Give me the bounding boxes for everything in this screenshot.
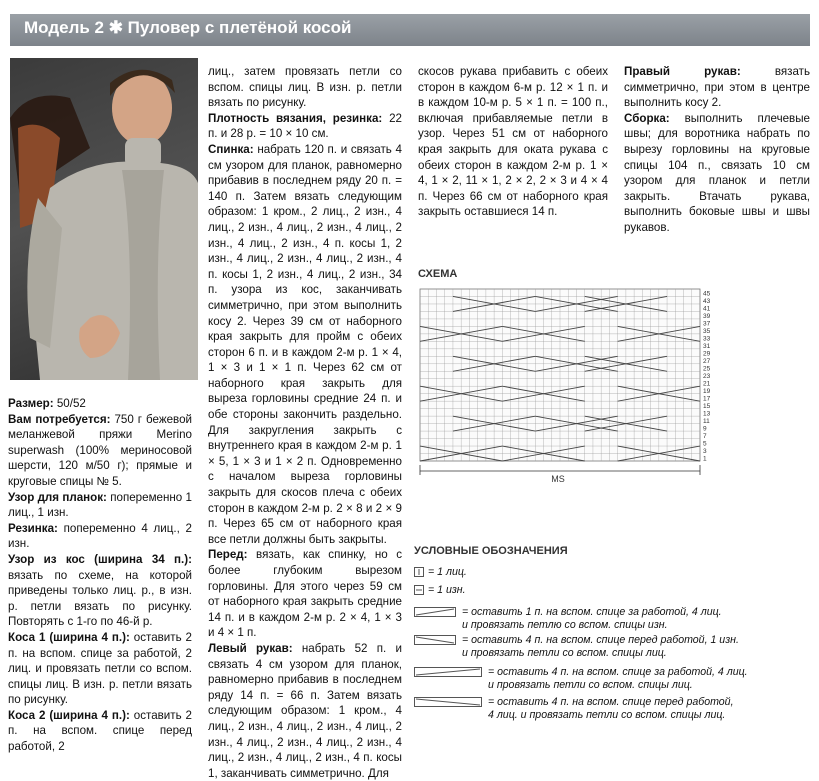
legend-purl-text: = 1 изн. bbox=[428, 584, 466, 596]
chart-row-number: 1 bbox=[703, 455, 707, 463]
size-value: 50/52 bbox=[53, 397, 86, 410]
cable1-value: оставить 2 п. на вспом. спице за работой, 2 лиц. и провязать петли со вспом. спицы лиц. В изн. р. петли вязать по рисунку. bbox=[8, 630, 192, 707]
model-photo bbox=[10, 58, 198, 380]
assembly-value: выполнить плечевые швы; для воротника набрать по вырезу горловины на круговые спицы 104 п., связать 10 см узором для планок и петли закрыть. Втачать рукава, выполнить боковые швы и швы рукавов. bbox=[624, 111, 810, 234]
legend-cable-4-back-knit-line1: = оставить 4 п. на вспом. спице за работой, 4 лиц. bbox=[488, 666, 748, 678]
front-value: вязать, как спинку, но с более глубоким вырезом горловины. Для этого через 59 см от наборного края закрыть средние 14 п. и в каждом 2-м р. 2 × 4, 1 × 3 и 4 × 1 п. bbox=[208, 548, 402, 640]
right-sleeve-value: вязать симметрично, при этом в центре выполнить косу 2. bbox=[624, 65, 810, 110]
legend-cable-1-back-line1: = оставить 1 п. на вспом. спице за работой, 4 лиц. bbox=[462, 606, 722, 618]
assembly-label: Сборка: bbox=[624, 111, 670, 125]
ms-label: MS bbox=[551, 474, 565, 484]
legend-cable-4-front-purl-line2: и провязать петли со вспом. спицы лиц. bbox=[462, 647, 667, 659]
cable-1-back-icon bbox=[414, 607, 456, 617]
header-title: Модель 2 ✱ Пуловер с плетёной косой bbox=[24, 18, 352, 37]
cable-4-front-knit-icon bbox=[414, 697, 482, 707]
cables-value: вязать по схеме, на которой приведены только лиц. р., в изн. р. петли вязать по рисунку. Повторять с 1-го по 46-й р. bbox=[8, 568, 192, 629]
column-3 bbox=[418, 64, 608, 220]
col2-continuation: лиц., затем провязать петли со вспом. спицы лиц. В изн. р. петли вязать по рисунку. bbox=[208, 65, 402, 110]
chart-row-number: 37 bbox=[703, 320, 711, 328]
chart-row-number: 41 bbox=[703, 305, 711, 313]
left-sleeve-label: Левый рукав: bbox=[208, 641, 293, 655]
cable-4-front-purl-icon bbox=[414, 635, 456, 645]
chart-row-number: 7 bbox=[703, 432, 707, 440]
chart-grid bbox=[420, 289, 700, 461]
cable1-label: Коса 1 (ширина 4 п.): bbox=[8, 630, 130, 644]
chart-row-number: 29 bbox=[703, 350, 711, 358]
chart-row-number: 3 bbox=[703, 447, 707, 455]
chart-row-number: 15 bbox=[703, 402, 711, 410]
chart-row-number: 39 bbox=[703, 313, 711, 321]
cable-4-back-knit-icon bbox=[414, 667, 482, 677]
plank-pattern-value: попеременно 1 лиц., 1 изн. bbox=[8, 490, 192, 520]
plank-pattern-label: Узор для планок: bbox=[8, 490, 107, 504]
chart-row-number: 19 bbox=[703, 387, 711, 395]
legend-cable-4-back-knit-line2: и провязать петли со вспом. спицы лиц. bbox=[488, 679, 693, 691]
density-value: 22 п. и 28 р. = 10 × 10 см. bbox=[208, 111, 402, 141]
cables-label: Узор из кос (ширина 34 п.): bbox=[8, 552, 192, 566]
size-label: Размер: bbox=[8, 397, 54, 410]
column-1 bbox=[8, 396, 192, 755]
chart-row-number: 43 bbox=[703, 298, 711, 306]
front-label: Перед: bbox=[208, 548, 248, 562]
cable2-value: оставить 2 п. на вспом. спице перед работой, 2 bbox=[8, 708, 192, 754]
chart-row-number: 27 bbox=[703, 358, 711, 366]
chart-row-number: 13 bbox=[703, 410, 711, 418]
legend-cable-1-back-line2: и провязать петлю со вспом. спицы изн. bbox=[462, 619, 668, 631]
cable2-label: Коса 2 (ширина 4 п.): bbox=[8, 708, 130, 722]
chart-row-number: 11 bbox=[703, 417, 710, 425]
sleeve-shaping-text: скосов рукава прибавить с обеих сторон в каждом 6-м р. 12 × 1 п. и в каждом 10-м р. 5 × 1 п. = 100 п., включая прибавляемые петли в узор. Через 51 см от наборного края закрыть для оката рукава с обеих сторон в каждом 2-м р. 1 × 4, 1 × 2, 11 × 1, 2 × 2, 2 × 3 и 4 × 4 п. Через 66 см от наборного края закрыть оставшиеся 14 п. bbox=[418, 65, 608, 219]
materials-label: Вам потребуется: bbox=[8, 412, 111, 426]
legend-knit-text: = 1 лиц. bbox=[428, 566, 467, 578]
chart-row-number: 17 bbox=[703, 395, 711, 403]
legend-cable-4-front-knit-line2: 4 лиц. и провязать петли со вспом. спицы лиц. bbox=[488, 709, 726, 721]
chart-row-number: 9 bbox=[703, 425, 707, 433]
chart-row-number: 21 bbox=[703, 380, 711, 388]
chart-row-number: 25 bbox=[703, 365, 711, 373]
density-label: Плотность вязания, резинка: bbox=[208, 111, 383, 125]
chart-row-number: 23 bbox=[703, 373, 711, 380]
column-2 bbox=[208, 64, 402, 781]
rib-value: попеременно 4 лиц., 2 изн. bbox=[8, 521, 192, 551]
legend-cable-4-front-purl-line1: = оставить 4 п. на вспом. спице перед работой, 1 изн. bbox=[462, 634, 739, 646]
chart-row-number: 35 bbox=[703, 328, 711, 336]
scheme-title: СХЕМА bbox=[418, 268, 458, 280]
purl-stitch-icon bbox=[414, 585, 424, 595]
right-sleeve-label: Правый рукав: bbox=[624, 65, 741, 78]
chart-row-numbers bbox=[703, 291, 711, 463]
back-value: набрать 120 п. и связать 4 см узором для планок, равномерно прибавив в последнем ряду 20 п. = 140 п. Затем вязать следующим образом: 1 кром., 2 лиц., 2 изн., 4 лиц., 2 изн., 4 лиц., 2 изн., 4 лиц., 2 изн., 4 лиц., 2 изн., 4 п. косы 1, 2 изн., 4 лиц., 2 изн., 4 лиц., 2 изн., 4 п. косы 1, 2 изн., 4 лиц., 2 изн., 34 п. узора из кос, заканчивать симметрично, при этом выполнить косу 2. Через 39 см от наборного края закрыть для пройм с обеих сторон 6 п. и в каждом 2-м р. 1 × 4, 1 × 3 и 1 × 1 п. Через 62 см от наборного края закрыть для выреза горловины средние 24 п. и обе стороны закончить раздельно. Для закругления закрыть с внутреннего края в каждом 2-м р. 1 × 5, 1 × 3 и 1 × 2 п. Одновременно с началом выреза горловины закрыть для скосов плеча с обеих сторон в каждом 2-м р. 2 × 8 и 2 × 9 п. Через 65 см от наборного края все петли должны быть закрыты. bbox=[208, 142, 402, 546]
page-header bbox=[10, 14, 810, 46]
column-4 bbox=[624, 64, 810, 236]
chart-row-number: 5 bbox=[703, 440, 707, 448]
legend-title: УСЛОВНЫЕ ОБОЗНАЧЕНИЯ bbox=[414, 545, 568, 557]
knit-stitch-icon bbox=[414, 567, 424, 577]
rib-label: Резинка: bbox=[8, 521, 58, 535]
chart-row-number: 31 bbox=[703, 343, 711, 351]
left-sleeve-value: набрать 52 п. и связать 4 см узором для планок, равномерно прибавив в последнем ряду 14 п. = 66 п. Затем вязать следующим образом: 1 кром., 4 лиц., 2 изн., 4 лиц., 2 изн., 4 лиц., 2 изн., 4 лиц., 2 изн., 4 лиц., 2 изн., 4 лиц., 2 изн., 4 лиц., 2 изн., 4 п. косы 1, заканчивать симметрично. Для bbox=[208, 641, 402, 780]
back-label: Спинка: bbox=[208, 142, 254, 156]
chart-row-number: 45 bbox=[703, 290, 711, 298]
materials-value: 750 г бежевой меланжевой пряжи Merino superwash (100% мериносовой шерсти, 120 м/50 г); прямые и круговые спицы № 5. bbox=[8, 412, 192, 488]
legend-cable-4-front-knit-line1: = оставить 4 п. на вспом. спице перед работой, bbox=[488, 696, 734, 708]
knitting-chart bbox=[418, 285, 711, 484]
chart-row-number: 33 bbox=[703, 335, 711, 343]
model-photo-illustration bbox=[10, 58, 198, 380]
